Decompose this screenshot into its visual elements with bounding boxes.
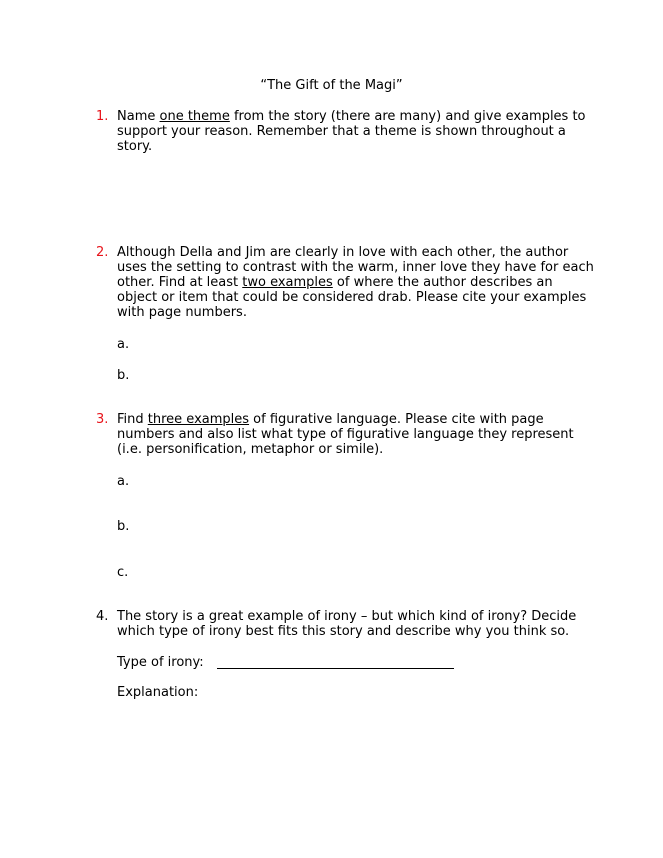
irony-type-answer-line[interactable] xyxy=(217,668,454,669)
question-3-pre: Find xyxy=(117,412,148,427)
question-2-item-a: a. xyxy=(117,337,130,352)
question-1-post: from the story (there are many) and give examples to support your reason. Remember that a theme is shown throughout a story. xyxy=(117,109,586,154)
question-2-pre: Although Della and Jim are clearly in love with each other, the author uses the setting to contrast with the warm, inner love they have for each other. Find at least xyxy=(117,245,594,290)
question-1-underline: one theme xyxy=(159,109,230,124)
question-2 xyxy=(96,245,596,320)
irony-type-label: Type of irony: xyxy=(117,655,204,670)
question-3-item-c: c. xyxy=(117,565,129,580)
question-2-post: of where the author describes an object or item that could be considered drab. Please cite your examples with page numbers. xyxy=(117,275,587,320)
page-title: “The Gift of the Magi” xyxy=(260,78,403,93)
question-4-number: 4. xyxy=(96,609,109,624)
question-4 xyxy=(96,609,596,639)
question-3-number: 3. xyxy=(96,412,109,427)
question-1 xyxy=(96,109,596,154)
question-3-underline: three examples xyxy=(147,412,250,427)
question-2-number: 2. xyxy=(96,245,109,260)
question-2-underline: two examples xyxy=(242,275,333,290)
question-4-text: The story is a great example of irony – but which kind of irony? Decide which type of irony best fits this story and describe why you think so. xyxy=(117,609,577,639)
question-1-pre: Name xyxy=(117,109,160,124)
question-3 xyxy=(96,412,596,457)
question-3-post: of figurative language. Please cite with page numbers and also list what type of figurative language they represent (i.e. personification, metaphor or simile). xyxy=(117,412,574,457)
question-3-item-b: b. xyxy=(117,519,130,534)
question-3-item-a: a. xyxy=(117,474,130,489)
question-3-text xyxy=(117,412,596,457)
explanation-label: Explanation: xyxy=(117,685,199,700)
question-1-number: 1. xyxy=(96,109,109,124)
question-2-text xyxy=(117,245,596,320)
question-2-item-b: b. xyxy=(117,368,130,383)
question-1-text xyxy=(117,109,596,154)
